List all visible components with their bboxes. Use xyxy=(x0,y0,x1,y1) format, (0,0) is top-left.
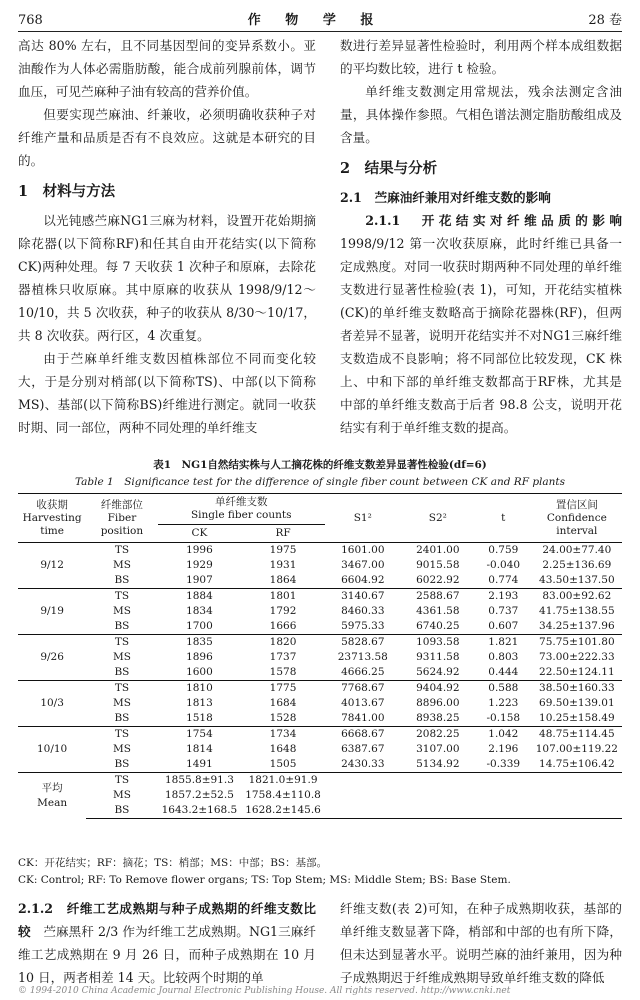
position-cell: MS xyxy=(112,559,131,571)
ck-cell: 1600 xyxy=(186,666,213,678)
table-row xyxy=(18,635,622,651)
empty-cell xyxy=(325,788,401,803)
table-caption-cn: 表1 NG1自然结实株与人工摘花株的纤维支数差异显著性检验(df=6) xyxy=(153,459,487,471)
paragraph: 高达 80% 左右，且不同基因型间的变异系数小。亚油酸作为人体必需脂肪酸，能合成前列腺前体，调节血压，可见苎麻种子油有较高的营养价值。 xyxy=(18,38,316,99)
t-cell: 0.759 xyxy=(475,543,532,559)
harvest-time-cell: 10/3 xyxy=(18,681,86,727)
position-cell: BS xyxy=(114,574,130,586)
rf-cell: 1975 xyxy=(241,543,325,559)
empty-cell xyxy=(325,773,401,789)
rf-cell: 1734 xyxy=(241,727,325,743)
left-column xyxy=(18,34,316,439)
ci-cell: 75.75±101.80 xyxy=(532,635,622,651)
s2-cell: 1093.58 xyxy=(401,635,475,651)
rf-cell: 1578 xyxy=(269,666,297,678)
ci-cell: 22.50±124.11 xyxy=(539,666,615,678)
paragraph: 单纤维支数测定用常规法，残余法测定含油量，具体操作参照。气相色谱法测定脂肪酸组成及含量。 xyxy=(340,84,622,145)
journal-title: 作 物 学 报 xyxy=(247,13,384,28)
subsubsection-heading: 2.1.2 纤维工艺成熟期与种子成熟期的纤维支数比较 xyxy=(18,901,316,939)
t-cell: 0.803 xyxy=(488,651,519,663)
copyright-footer: © 1994-2010 China Academic Journal Electronic Publishing House. All rights reserved. http://www.cnki.net xyxy=(18,986,511,996)
table-row xyxy=(18,650,622,665)
rf-cell: 1775 xyxy=(241,681,325,697)
header-s2: S2² xyxy=(401,494,475,543)
s1-cell: 3140.67 xyxy=(325,589,401,605)
position-cell: TS xyxy=(86,681,157,697)
paragraph: 但要实现苎麻油、纤兼收，必须明确收获种子对纤维产量和品质是否有不良效应。这就是本研究的目的。 xyxy=(18,107,316,168)
ck-cell: 1907 xyxy=(186,574,213,586)
s1-cell: 8460.33 xyxy=(341,605,385,617)
ck-cell: 1896 xyxy=(186,651,213,663)
empty-cell xyxy=(532,773,622,789)
table-row xyxy=(18,742,622,757)
table-row xyxy=(18,589,622,605)
ck-cell: 1643.2±168.5 xyxy=(158,803,242,819)
ck-cell: 1929 xyxy=(186,559,213,571)
s2-cell: 9311.58 xyxy=(416,651,460,663)
ci-cell: 41.75±138.55 xyxy=(539,605,615,617)
ck-cell: 1814 xyxy=(186,743,213,755)
s2-cell: 8896.00 xyxy=(416,697,460,709)
mean-label-cell: 平均 Mean xyxy=(18,773,86,819)
position-cell: BS xyxy=(86,803,157,819)
s2-cell: 9404.92 xyxy=(401,681,475,697)
rf-cell: 1666 xyxy=(269,620,297,632)
t-cell: 0.588 xyxy=(475,681,532,697)
table-row-mean xyxy=(18,788,622,803)
rf-cell: 1758.4±110.8 xyxy=(245,789,321,801)
s2-cell: 2082.25 xyxy=(401,727,475,743)
ck-cell: 1754 xyxy=(158,727,242,743)
table-row xyxy=(18,558,622,573)
position-cell: MS xyxy=(112,697,131,709)
s2-cell: 8938.25 xyxy=(416,712,460,724)
s1-cell: 6604.92 xyxy=(341,574,385,586)
ck-cell: 1813 xyxy=(186,697,213,709)
position-cell: BS xyxy=(114,712,130,724)
position-cell: TS xyxy=(86,727,157,743)
page-number: 768 xyxy=(18,13,43,28)
empty-cell xyxy=(475,788,532,803)
s1-cell: 2430.33 xyxy=(341,758,385,770)
table-note-en: CK: Control; RF: To Remove flower organs; TS: Top Stem; MS: Middle Stem; BS: Base Stem. xyxy=(18,874,511,886)
ci-cell: 14.75±106.42 xyxy=(539,758,615,770)
s2-cell: 3107.00 xyxy=(416,743,460,755)
rf-cell: 1737 xyxy=(269,651,297,663)
rf-cell: 1801 xyxy=(241,589,325,605)
table-row xyxy=(18,757,622,773)
rf-cell: 1528 xyxy=(269,712,297,724)
s1-cell: 1601.00 xyxy=(325,543,401,559)
empty-cell xyxy=(475,803,532,819)
table-row xyxy=(18,604,622,619)
t-cell: 0.444 xyxy=(488,666,519,678)
ci-cell: 10.25±158.49 xyxy=(539,712,615,724)
ci-cell: 2.25±136.69 xyxy=(542,559,612,571)
empty-cell xyxy=(475,773,532,789)
ck-cell: 1700 xyxy=(186,620,213,632)
rf-cell: 1505 xyxy=(269,758,297,770)
s1-cell: 7768.67 xyxy=(325,681,401,697)
header-position: 纤维部位 Fiber position xyxy=(86,494,157,543)
subsection-heading: 2.1 苎麻油纤兼用对纤维支数的影响 xyxy=(340,190,551,205)
ci-cell: 73.00±222.33 xyxy=(539,651,615,663)
table-row-mean xyxy=(18,803,622,819)
position-cell: MS xyxy=(112,743,131,755)
ck-cell: 1518 xyxy=(186,712,213,724)
s1-cell: 3467.00 xyxy=(341,559,385,571)
position-cell: MS xyxy=(112,651,131,663)
paragraph: 以光钝感苎麻NG1三麻为材料，设置开花始期摘除花器(以下简称RF)和任其自由开花结实(以下简称CK)两种处理。每 7 天收获 1 次种子和原麻，去除花器植株只收原麻。其中原麻的收获从 1998/9/12～10/10，共 5 次收获，种子的收获从 8/30～10/17，共 8 次收获。两行区，4 次重复。 xyxy=(18,213,316,343)
t-cell: 1.223 xyxy=(488,697,519,709)
header-fiber-count: 单纤维支数 Single fiber counts xyxy=(158,494,325,525)
s2-cell: 5134.92 xyxy=(416,758,460,770)
ck-cell: 1834 xyxy=(186,605,213,617)
t-cell: 0.737 xyxy=(488,605,519,617)
section-heading: 1 材料与方法 xyxy=(18,183,116,200)
ci-cell: 69.50±139.01 xyxy=(539,697,615,709)
ck-cell: 1810 xyxy=(158,681,242,697)
table-row xyxy=(18,681,622,697)
paragraph-text: 苎麻黑秆 2/3 作为纤维工艺成熟期。NG1三麻纤维工艺成熟期在 9 月 26 日，而种子成熟期在 10 月 10 日，两者相差 14 天。比较两个时期的单 xyxy=(18,924,317,985)
s2-cell: 5624.92 xyxy=(416,666,460,678)
position-cell: MS xyxy=(112,789,131,801)
s1-cell: 5828.67 xyxy=(325,635,401,651)
empty-cell xyxy=(401,788,475,803)
header-ci: 置信区间 Confidence interval xyxy=(532,494,622,543)
empty-cell xyxy=(532,788,622,803)
ci-cell: 83.00±92.62 xyxy=(532,589,622,605)
ci-cell: 24.00±77.40 xyxy=(532,543,622,559)
rf-cell: 1684 xyxy=(269,697,297,709)
rf-cell: 1864 xyxy=(269,574,297,586)
t-cell: -0.040 xyxy=(486,559,521,571)
t-cell: 1.042 xyxy=(475,727,532,743)
rf-cell: 1792 xyxy=(269,605,297,617)
position-cell: TS xyxy=(86,635,157,651)
s1-cell: 4666.25 xyxy=(341,666,385,678)
header-ck: CK xyxy=(158,525,242,543)
rf-cell: 1820 xyxy=(241,635,325,651)
position-cell: BS xyxy=(114,620,130,632)
rf-cell: 1931 xyxy=(269,559,297,571)
ck-cell: 1996 xyxy=(158,543,242,559)
s2-cell: 9015.58 xyxy=(416,559,460,571)
paragraph xyxy=(340,209,622,439)
paragraph: 由于苎麻单纤维支数因植株部位不同而变化较大，于是分别对梢部(以下简称TS)、中部(以下简称MS)、基部(以下简称BS)纤维进行测定。就同一收获时期、同一部位，两种不同处理的单纤维支 xyxy=(18,351,316,435)
s1-cell: 6387.67 xyxy=(341,743,385,755)
position-cell: TS xyxy=(86,773,157,789)
table-caption-en: Table 1 Significance test for the difference of single fiber count between CK and RF plants xyxy=(74,476,566,488)
ck-cell: 1857.2±52.5 xyxy=(164,789,234,801)
table-row xyxy=(18,573,622,589)
table-row xyxy=(18,543,622,559)
empty-cell xyxy=(532,803,622,819)
position-cell: TS xyxy=(86,543,157,559)
position-cell: TS xyxy=(86,589,157,605)
s2-cell: 2588.67 xyxy=(401,589,475,605)
table-row xyxy=(18,696,622,711)
s2-cell: 6022.92 xyxy=(416,574,460,586)
bottom-right-column xyxy=(340,897,622,989)
paragraph: 纤维支数(表 2)可知，在种子成熟期收获，基部的单纤维支数显著下降，梢部和中部的也有所下降，但未达到显著水平。说明苎麻的油纤兼用，因为种子成熟期迟于纤维成熟期导致单纤维支数的降低 xyxy=(340,901,622,985)
paragraph-text: 1998/9/12 第一次收获原麻，此时纤维已具备一定成熟度。对同一收获时期两种不同处理的单纤维支数进行显著性检验(表 1)，可知，开花结实植株(CK)的单纤维支数略高于摘除花器株(RF)，但两者差异不显著，说明开花结实并不对NG1三麻纤维支数造成不良影响；将不同部位比较发现，CK 株上、中和下部的单纤维支数都高于RF株，尤其是中部的单纤维支数高于后者 98.8 公支，说明开花结实有利于单纤维支数的提高。 xyxy=(340,236,622,435)
empty-cell xyxy=(401,803,475,819)
t-cell: -0.339 xyxy=(486,758,521,770)
s1-cell: 23713.58 xyxy=(337,651,388,663)
table-row xyxy=(18,711,622,727)
volume-label: 28 卷 xyxy=(588,13,622,28)
data-table xyxy=(18,493,622,819)
s1-cell: 6668.67 xyxy=(325,727,401,743)
ck-cell: 1884 xyxy=(158,589,242,605)
table-row-mean xyxy=(18,773,622,789)
t-cell: 1.821 xyxy=(475,635,532,651)
paragraph: 数进行差异显著性检验时，利用两个样本成组数据的平均数比较，进行 t 检验。 xyxy=(340,38,622,76)
s2-cell: 4361.58 xyxy=(416,605,460,617)
header-harvest: 收获期 Harvesting time xyxy=(18,494,86,543)
bottom-left-column xyxy=(18,897,316,989)
s1-cell: 5975.33 xyxy=(341,620,385,632)
ci-cell: 38.50±160.33 xyxy=(532,681,622,697)
harvest-time-cell: 10/10 xyxy=(18,727,86,773)
harvest-time-cell: 9/26 xyxy=(18,635,86,681)
rf-cell: 1821.0±91.9 xyxy=(241,773,325,789)
s2-cell: 2401.00 xyxy=(401,543,475,559)
harvest-time-cell: 9/19 xyxy=(18,589,86,635)
t-cell: 2.193 xyxy=(475,589,532,605)
ci-cell: 43.50±137.50 xyxy=(539,574,615,586)
position-cell: BS xyxy=(114,758,130,770)
empty-cell xyxy=(325,803,401,819)
right-column xyxy=(340,34,622,439)
header-s1: S1² xyxy=(325,494,401,543)
header-rf: RF xyxy=(241,525,325,543)
s1-cell: 4013.67 xyxy=(341,697,385,709)
harvest-time-cell: 9/12 xyxy=(18,543,86,589)
section-heading: 2 结果与分析 xyxy=(340,160,438,177)
table-caption xyxy=(18,457,622,491)
t-cell: 0.774 xyxy=(488,574,519,586)
t-cell: 0.607 xyxy=(488,620,519,632)
table-notes xyxy=(18,855,622,889)
ck-cell: 1491 xyxy=(186,758,213,770)
t-cell: 2.196 xyxy=(488,743,519,755)
position-cell: BS xyxy=(114,666,130,678)
subsubsection-heading: 2.1.1 开花结实对纤维品质的影响 xyxy=(365,213,622,228)
ci-cell: 34.25±137.96 xyxy=(539,620,615,632)
table-row xyxy=(18,619,622,635)
ci-cell: 48.75±114.45 xyxy=(532,727,622,743)
t-cell: -0.158 xyxy=(486,712,521,724)
table-row xyxy=(18,665,622,681)
ck-cell: 1835 xyxy=(158,635,242,651)
position-cell: MS xyxy=(112,605,131,617)
rf-cell: 1648 xyxy=(269,743,297,755)
header-t: t xyxy=(475,494,532,543)
ck-cell: 1855.8±91.3 xyxy=(158,773,242,789)
s1-cell: 7841.00 xyxy=(341,712,385,724)
table-note-cn: CK：开花结实；RF：摘花；TS：梢部；MS：中部；BS：基部。 xyxy=(18,857,328,869)
table-row xyxy=(18,727,622,743)
page-header xyxy=(18,6,622,32)
rf-cell: 1628.2±145.6 xyxy=(241,803,325,819)
empty-cell xyxy=(401,773,475,789)
ci-cell: 107.00±119.22 xyxy=(535,743,618,755)
s2-cell: 6740.25 xyxy=(416,620,460,632)
